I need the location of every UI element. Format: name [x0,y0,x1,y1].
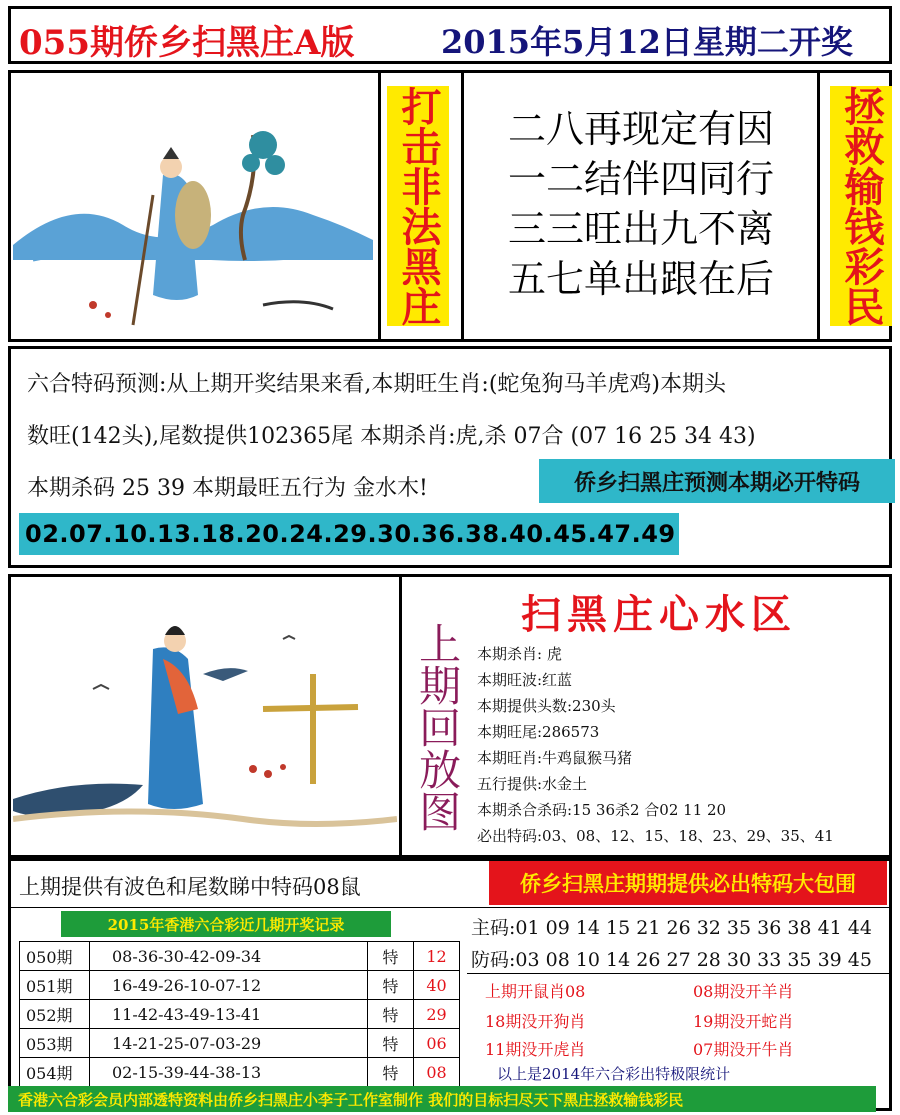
prediction-line: 六合特码预测:从上期开奖结果来看,本期旺生肖:(蛇兔狗马羊虎鸡)本期头 [27,372,726,397]
miss-stat: 18期没开狗肖 [485,1012,586,1031]
divider [467,973,889,974]
info-area-title: 扫黑庄心水区 [521,592,797,638]
divider [399,577,402,857]
previous-hit-note: 上期提供有波色和尾数睇中特码08鼠 [19,875,361,899]
te-cell: 特 [368,1000,414,1029]
miss-stat: 11期没开虎肖 [485,1040,586,1059]
history-table [19,941,460,1087]
miss-stat: 08期没开羊肖 [693,982,794,1001]
divider [461,73,464,339]
review-vertical-title: 上期回放图 [413,622,463,832]
info-item: 本期旺尾:286573 [477,723,600,741]
period-cell: 051期 [20,971,90,1000]
info-item: 本期旺波:红蓝 [477,671,573,689]
info-item: 五行提供:水金土 [477,775,588,793]
period-cell: 052期 [20,1000,90,1029]
numbers-cell: 16-49-26-10-07-12 [90,971,368,1000]
stats-note: 以上是2014年六合彩出特极限统计 [497,1065,731,1083]
guard-codes: 防码:03 08 10 14 26 27 28 30 33 35 39 45 [471,949,872,971]
table-row [20,1029,460,1058]
period-cell: 054期 [20,1058,90,1087]
records-section [8,858,892,1111]
miss-stat: 上期开鼠肖08 [485,982,586,1001]
review-section [8,574,892,858]
issue-title: 055期侨乡扫黑庄A版 [19,23,355,63]
period-cell: 053期 [20,1029,90,1058]
numbers-cell: 02-15-39-44-38-13 [90,1058,368,1087]
code-cell: 12 [414,942,460,971]
prediction-line: 数旺(142头),尾数提供102365尾 本期杀肖:虎,杀 07合 (07 16 25 34 43) [27,424,756,449]
te-cell: 特 [368,971,414,1000]
poem-line: 五七单出跟在后 [508,257,775,301]
miss-stat: 19期没开蛇肖 [693,1012,794,1031]
numbers-cell: 08-36-30-42-09-34 [90,942,368,971]
slogan-right: 拯救输钱彩民 [830,86,892,326]
miss-stat: 07期没开牛肖 [693,1040,794,1059]
numbers-cell: 14-21-25-07-03-29 [90,1029,368,1058]
draw-date: 2015年5月12日星期二开奖 [441,23,853,61]
te-cell: 特 [368,1058,414,1087]
table-row [20,971,460,1000]
table-row [20,942,460,971]
info-item: 本期旺肖:牛鸡鼠猴马猪 [477,749,633,767]
divider [817,73,820,339]
poem-line: 二八再现定有因 [508,107,775,151]
info-item: 本期杀肖: 虎 [477,645,562,663]
must-open-title: 侨乡扫黑庄预测本期必开特码 [539,459,895,503]
poem [508,104,774,304]
te-cell: 特 [368,942,414,971]
divider [378,73,381,339]
info-item: 本期提供头数:230头 [477,697,616,715]
code-cell: 06 [414,1029,460,1058]
poem-line: 三三旺出九不离 [508,207,775,251]
code-cell: 08 [414,1058,460,1087]
prediction-section [8,346,892,568]
header [8,6,892,64]
code-cell: 40 [414,971,460,1000]
numbers-cell: 11-42-43-49-13-41 [90,1000,368,1029]
records-title: 2015年香港六合彩近几期开奖记录 [61,911,391,937]
prediction-line: 本期杀码 25 39 本期最旺五行为 金水木! [27,476,428,501]
must-open-codes: 02.07.10.13.18.20.24.29.30.36.38.40.45.47.49 [19,513,679,555]
code-cell: 29 [414,1000,460,1029]
info-item: 必出特码:03、08、12、15、18、23、29、35、41 [477,827,834,845]
divider [11,907,889,908]
package-title: 侨乡扫黑庄期期提供必出特码大包围 [489,861,887,905]
te-cell: 特 [368,1029,414,1058]
table-row [20,1000,460,1029]
footer-banner: 香港六合彩会员内部透特资料由侨乡扫黑庄小李子工作室制作 我们的目标扫尽天下黑庄拯救输钱彩民 [8,1086,876,1112]
slogan-left: 打击非法黑庄 [387,86,449,326]
info-item: 本期杀合杀码:15 36杀2 合02 11 20 [477,801,727,819]
poem-line: 一二结伴四同行 [508,157,775,201]
table-row [20,1058,460,1087]
lady-with-bird-illustration [13,579,397,855]
period-cell: 050期 [20,942,90,971]
scholar-landscape-illustration [13,75,373,337]
main-codes: 主码:01 09 14 15 21 26 32 35 36 38 41 44 [471,917,872,939]
